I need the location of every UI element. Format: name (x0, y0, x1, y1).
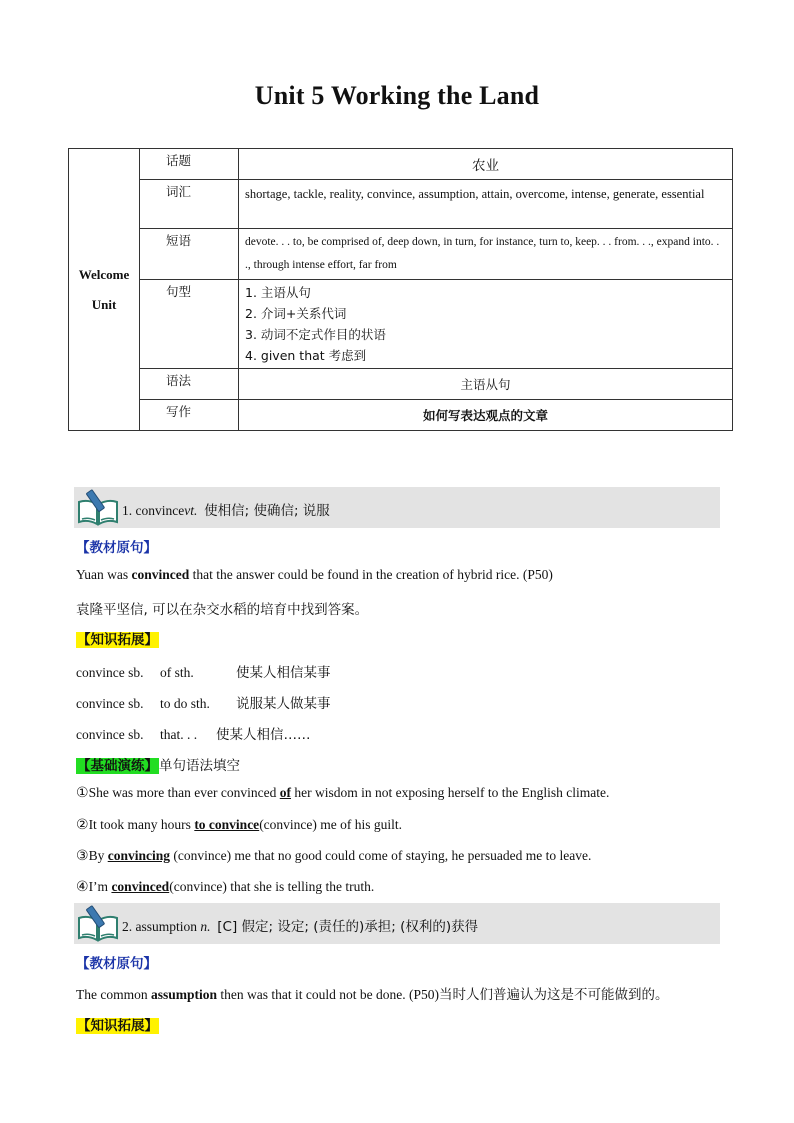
practice-title: 单句语法填空 (159, 758, 240, 774)
exercise-number: ② (76, 817, 89, 833)
value-vocab: shortage, tackle, reality, convince, assumption, attain, overcome, intense, generate, essential (239, 180, 733, 229)
item1-source-sentence (76, 567, 553, 583)
source-keyword: convinced (131, 567, 190, 582)
source-text: Yuan was (76, 567, 132, 582)
expand-meaning: 说服某人做某事 (236, 696, 331, 712)
expand-meaning: 使某人相信…… (216, 727, 311, 743)
exercise-answer: to convince (194, 817, 260, 832)
expand-tag-label: 【知识拓展】 (77, 632, 158, 648)
value-topic: 农业 (239, 149, 733, 180)
value-writing: 如何写表达观点的文章 (239, 400, 733, 431)
expand-row (76, 661, 331, 681)
sentence-pattern-item: 3. 动词不定式作目的状语 (245, 327, 386, 342)
expand-meaning: 使某人相信某事 (236, 665, 331, 681)
sentence-pattern-item: 1. 主语从句 (245, 285, 311, 300)
exercise-text: (convince) me of his guilt. (259, 817, 403, 832)
unit-name-line1: Welcome (78, 266, 130, 282)
item2-heading (122, 915, 478, 935)
expand-row (76, 692, 331, 712)
item2-headword: 2. assumption (122, 919, 198, 934)
sentence-pattern-item: 4. given that 考虑到 (245, 348, 367, 363)
expand-row (76, 723, 311, 743)
value-sentences (239, 280, 733, 369)
exercise-text: She was more than ever convinced (88, 785, 280, 800)
item1-heading (122, 499, 330, 519)
expand-object: of sth. (160, 665, 194, 680)
item1-source-tag (76, 536, 157, 556)
exercise-text: (convince) that she is telling the truth. (169, 879, 375, 894)
label-writing: 写作 (140, 400, 239, 431)
overview-row-grammar (69, 369, 733, 400)
source-text: then was that it could not be done. (P50) (217, 987, 439, 1002)
exercise-text: By (88, 848, 108, 863)
exercise-number: ④ (76, 879, 89, 895)
exercise-answer: convincing (107, 848, 170, 863)
item1-expand-tag (76, 628, 159, 648)
expand-object: to do sth. (160, 696, 210, 711)
expand-pattern: convince sb. (76, 665, 144, 680)
item1-source-translation: 袁隆平坚信, 可以在杂交水稻的培育中找到答案。 (76, 602, 369, 618)
expand-pattern: convince sb. (76, 727, 144, 742)
unit-name-line2: Unit (91, 296, 117, 312)
expand-tag-label: 【知识拓展】 (77, 1018, 158, 1034)
book-pencil-icon (76, 488, 120, 526)
label-topic: 话题 (140, 149, 239, 180)
exercise-answer: convinced (111, 879, 170, 894)
source-text: The common (76, 987, 151, 1002)
value-grammar: 主语从句 (239, 369, 733, 400)
label-vocab: 词汇 (140, 180, 239, 229)
label-phrases: 短语 (140, 229, 239, 280)
exercise-item (76, 785, 609, 801)
item1-header-bar (74, 487, 720, 528)
unit-name-cell (69, 149, 140, 431)
value-phrases: devote. . . to, be comprised of, deep down, in turn, for instance, turn to, keep. . . from. . ., expand into. . ., through intense effort, far from (239, 229, 733, 280)
label-grammar: 语法 (140, 369, 239, 400)
exercise-item (76, 879, 374, 895)
exercise-item (76, 817, 402, 833)
exercise-text: It took many hours (88, 817, 195, 832)
overview-row-writing (69, 400, 733, 431)
item2-pos: n. (200, 919, 211, 934)
expand-pattern: convince sb. (76, 696, 144, 711)
item2-meaning: [C] 假定; 设定; (责任的)承担; (权利的)获得 (217, 919, 479, 935)
exercise-number: ① (76, 785, 89, 801)
unit-overview-table (68, 148, 733, 431)
source-keyword: assumption (150, 987, 218, 1002)
book-pencil-icon (76, 904, 120, 942)
expand-object: that. . . (160, 727, 198, 742)
exercise-text: her wisdom in not exposing herself to the English climate. (291, 785, 610, 800)
overview-row-sentences (69, 280, 733, 369)
source-tag-label: 【教材原句】 (76, 540, 157, 556)
overview-row-phrases (69, 229, 733, 280)
exercise-item (76, 848, 591, 864)
overview-row-vocab (69, 180, 733, 229)
item2-expand-tag (76, 1014, 159, 1034)
exercise-text: (convince) me that no good could come of staying, he persuaded me to leave. (169, 848, 592, 863)
sentence-pattern-item: 2. 介词+关系代词 (245, 306, 347, 321)
exercise-number: ③ (76, 848, 89, 864)
exercise-text: I’m (88, 879, 112, 894)
item1-headword: 1. convince (122, 503, 185, 518)
item2-source-tag (76, 952, 157, 972)
overview-row-topic (69, 149, 733, 180)
source-tag-label: 【教材原句】 (76, 956, 157, 972)
exercise-answer: of (279, 785, 291, 800)
source-text: that the answer could be found in the creation of hybrid rice. (P50) (189, 567, 553, 582)
label-sentences: 句型 (140, 280, 239, 369)
item1-practice-heading (76, 754, 240, 774)
practice-tag-label: 【基础演练】 (77, 758, 158, 774)
source-translation: 当时人们普遍认为这是不可能做到的。 (438, 987, 669, 1003)
item1-pos: vt. (184, 503, 198, 518)
item2-source-sentence (76, 983, 668, 1003)
item1-meaning: 使相信; 使确信; 说服 (204, 503, 330, 519)
item2-header-bar (74, 903, 720, 944)
page-title: Unit 5 Working the Land (254, 81, 540, 110)
